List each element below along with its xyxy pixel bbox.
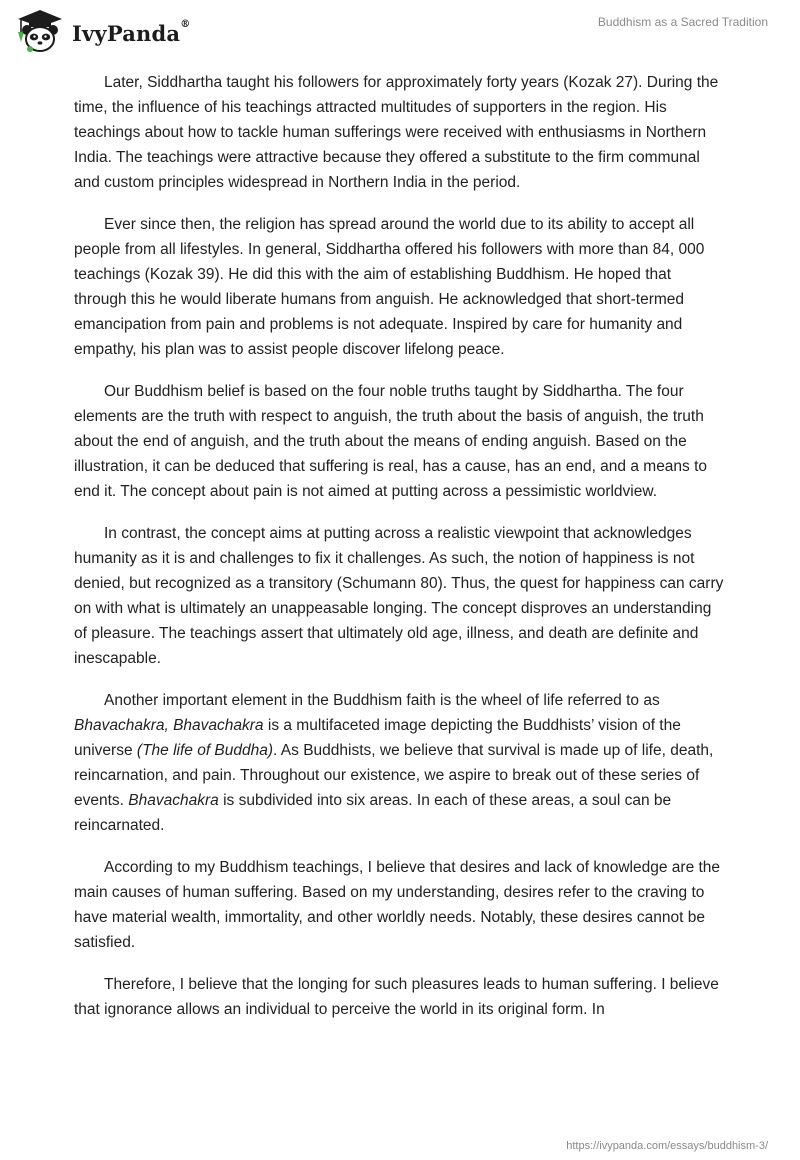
paragraph-7: Therefore, I believe that the longing for such pleasures leads to human suffering. I believe that ignorance allows an individual to perceive the world in its original form. In (74, 976, 719, 1018)
text-run: is a multifaceted image depicting the Buddhists’ vision of the universe (74, 717, 681, 759)
panda-graduate-icon (14, 8, 66, 54)
text-run: Another important element in the Buddhism faith is the wheel of life referred to as (104, 692, 660, 709)
italic-term: Bhavachakra (128, 792, 219, 809)
registered-mark: ® (180, 18, 191, 30)
paragraph-5 (74, 688, 726, 838)
ivypanda-logo[interactable] (14, 8, 190, 54)
paragraph-2: Ever since then, the religion has spread around the world due to its ability to accept all people from all lifestyles. In general, Siddhartha offered his followers with more than 84, 000 teachings (Kozak 39). He did this with the aim of establishing Buddhism. He hoped that through this he would liberate humans from anguish. He acknowledged that short-termed emancipation from pain and problems is not adequate. Inspired by care for humanity and empathy, his plan was to assist people discover lifelong peace. (74, 216, 705, 358)
paragraph-4: In contrast, the concept aims at putting across a realistic viewpoint that acknowledges humanity as it is and challenges to fix it challenges. As such, the notion of happiness is not denied, but recognized as a transitory (Schumann 80). Thus, the quest for happiness can carry on with what is ultimately an unappeasable longing. The concept disproves an understanding of pleasure. The teachings assert that ultimately old age, illness, and death are definite and inescapable. (74, 525, 724, 667)
brand-name: IvyPanda® (72, 18, 191, 46)
italic-term: Bhavachakra, Bhavachakra (74, 717, 264, 734)
page-header (0, 0, 800, 60)
text-run: is subdivided into six areas. In each of these areas, a soul can be reincarnated. (74, 792, 672, 834)
document-title: Buddhism as a Sacred Tradition (597, 15, 768, 29)
paragraph-1: Later, Siddhartha taught his followers for approximately forty years (Kozak 27). During the time, the influence of his teachings attracted multitudes of supporters in the region. His teachings about how to tackle human sufferings were received with enthusiasms in Northern India. The teachings were attractive because they offered a substitute to the firm communal and custom principles widespread in Northern India in the period. (74, 74, 719, 191)
essay-body (74, 70, 726, 1039)
italic-citation: (The life of Buddha) (136, 742, 274, 759)
text-run: . As Buddhists, we believe that survival is made up of life, death, reincarnation, and pain. Throughout our existence, we aspire to break out of these series of events. (74, 742, 714, 809)
paragraph-3: Our Buddhism belief is based on the four noble truths taught by Siddhartha. The four elements are the truth with respect to anguish, the truth about the basis of anguish, the truth about the end of anguish, and the truth about the means of ending anguish. Based on the illustration, it can be deduced that suffering is real, has a cause, has an end, and a means to end it. The concept about pain is not aimed at putting across a pessimistic worldview. (74, 383, 708, 500)
source-url[interactable]: https://ivypanda.com/essays/buddhism-3/ (566, 1140, 768, 1152)
paragraph-6: According to my Buddhism teachings, I believe that desires and lack of knowledge are the main causes of human suffering. Based on my understanding, desires refer to the craving to have material wealth, immortality, and other worldly needs. Notably, these desires cannot be satisfied. (74, 859, 721, 951)
